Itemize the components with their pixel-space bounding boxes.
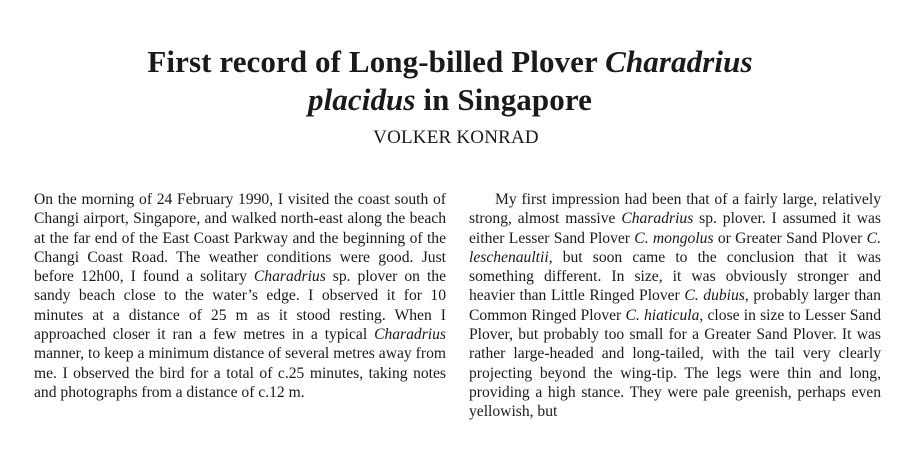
body-column-right [469, 190, 881, 422]
article-title [0, 43, 900, 119]
text-run: On the morning of 24 February 1990, I visited the coast south of Changi airport, Singapore, and walked north-east along the beach at the far end of the East Coast Parkway and the beginning of the Changi Coast Road. The weather conditions were good. Just before 12h00, I found a solitary [34, 191, 446, 286]
title-text-end: in Singapore [415, 81, 593, 117]
text-run: or Greater Sand Plover [713, 229, 867, 247]
text-run: manner, to keep a minimum distance of several metres away from me. I observed the bird for a total of c.25 minutes, taking notes and photographs from a distance of c.12 m. [34, 345, 446, 401]
text-run: sp. plover on the sandy beach close to the water’s edge. I observed it for 10 minutes at a distance of 25 m as it stood resting. When I approached closer it ran a few metres in a typical [34, 268, 446, 344]
text-run: sp. plover. I assumed it was either Lesser Sand Plover [469, 210, 881, 247]
text-run: My first impression had been that of a fairly large, relatively strong, almost massive [469, 191, 881, 228]
paragraph [469, 190, 881, 422]
paragraph [34, 190, 446, 402]
title-text: First record of Long-billed Plover [147, 43, 606, 79]
italic-run: Charadrius [621, 210, 694, 228]
italic-run: Charadrius [374, 326, 446, 344]
text-run: , probably larger than Common Ringed Plover [469, 287, 881, 324]
author-name: VOLKER KONRAD [373, 127, 539, 148]
italic-run: C. mongolus [634, 229, 714, 247]
title-line-1 [0, 43, 900, 81]
italic-run: C. dubius [684, 287, 745, 305]
title-species: placidus [307, 81, 416, 117]
italic-run: C. hiaticula [625, 306, 700, 324]
italic-run: C. leschenaultii [469, 229, 881, 266]
title-genus: Charadrius [605, 43, 753, 79]
italic-run: Charadrius [253, 268, 326, 286]
text-run: , close in size to Lesser Sand Plover, but probably too small for a Greater Sand Plover. It was rather large-headed and long-tailed, with the tail very clearly projecting beyond the wing-tip. The legs were thin and long, providing a high stance. They were pale greenish, perhaps even yellowish, but [469, 306, 881, 421]
text-run: , but soon came to the conclusion that it was something different. In size, it was obviously stronger and heavier than Little Ringed Plover [469, 248, 881, 305]
title-line-2 [0, 81, 900, 119]
body-column-left [34, 190, 446, 402]
